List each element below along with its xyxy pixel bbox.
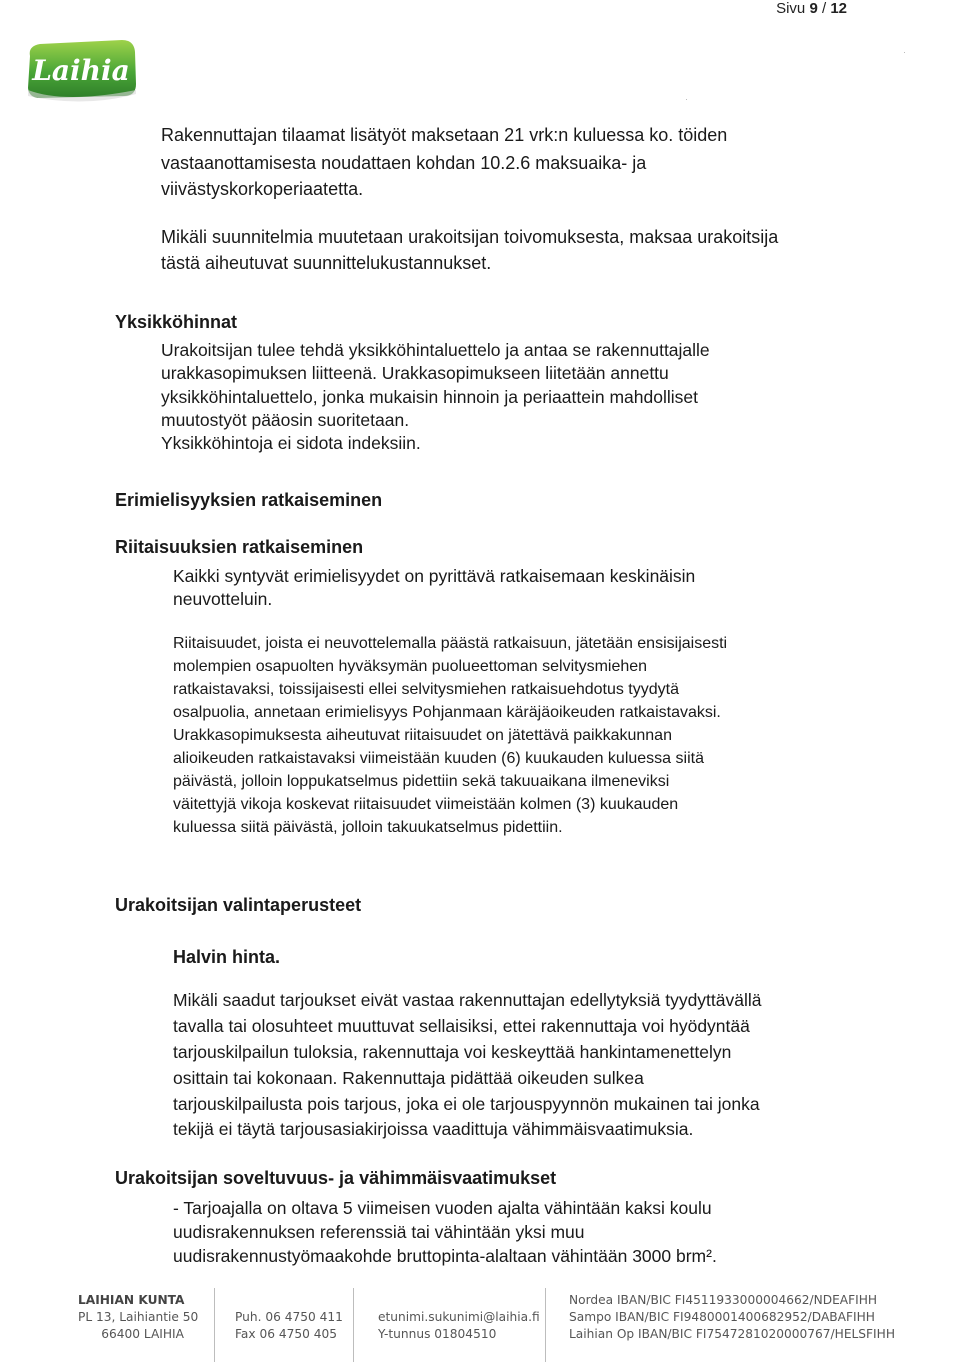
- subheading-halvin-hinta: Halvin hinta.: [173, 947, 281, 967]
- paragraph-line: - Tarjoajalla on oltava 5 viimeisen vuoden ajalta vähintään kaksi koulu: [173, 1198, 712, 1218]
- footer-contact-block: [378, 1309, 540, 1343]
- paragraph-line: molempien osapuolten hyväksymän puolueettoman selvitysmiehen: [173, 658, 648, 675]
- laihia-logo: [24, 38, 138, 104]
- section-heading-valintaperusteet: Urakoitsijan valintaperusteet: [115, 895, 362, 915]
- paragraph-line: Kaikki syntyvät erimielisyydet on pyrittävä ratkaisemaan keskinäisin: [173, 566, 696, 586]
- paragraph-line: Urakoitsijan tulee tehdä yksikköhintaluettelo ja antaa se rakennuttajalle: [161, 340, 710, 360]
- page-label: Sivu: [776, 0, 806, 17]
- paragraph-line: päivästä, jolloin loppukatselmus pidettiin sekä takuuaikana ilmeneviksi: [173, 773, 670, 790]
- paragraph-line: Yksikköhintoja ei sidota indeksiin.: [161, 433, 421, 453]
- paragraph-line: uudisrakennuksen referenssiä tai vähintään yksi muu: [173, 1222, 585, 1242]
- paragraph-line: uudisrakennustyömaakohde bruttopinta-alaltaan vähintään 3000 brm².: [173, 1246, 717, 1266]
- section-heading-soveltuvuus: Urakoitsijan soveltuvuus- ja vähimmäisvaatimukset: [115, 1168, 557, 1188]
- paragraph-line: kuluessa siitä päivästä, jolloin takuukatselmus pidettiin.: [173, 819, 563, 836]
- paragraph-line: tavalla tai olosuhteet muuttuvat sellaisiksi, ettei rakennuttaja voi hyödyntää: [173, 1016, 750, 1036]
- page-footer: [0, 1284, 960, 1362]
- paragraph-line: urakkasopimuksen liitteenä. Urakkasopimukseen liitetään annettu: [161, 363, 669, 383]
- paragraph-line: yksikköhintaluettelo, jonka mukaisin hinnoin ja periaattein mahdolliset: [161, 387, 698, 407]
- page-current: 9: [809, 0, 818, 17]
- footer-bank-nordea: Nordea IBAN/BIC FI4511933000004662/NDEAFIHH: [569, 1293, 878, 1307]
- paragraph-line: tarjouskilpailusta pois tarjous, joka ei ole tarjouspyynnön mukainen tai jonka: [173, 1094, 760, 1114]
- paragraph-line: muutostyöt pääosin suoritetaan.: [161, 410, 410, 430]
- footer-postal: 66400 LAIHIA: [101, 1327, 184, 1341]
- page-separator: /: [821, 0, 827, 17]
- footer-bank-op: Laihian Op IBAN/BIC FI7547281020000767/HELSFIHH: [569, 1327, 895, 1341]
- intro-line: vastaanottamisesta noudattaen kohdan 10.2.6 maksuaika- ja: [161, 153, 647, 173]
- paragraph-line: tarjouskilpailun tuloksia, rakennuttaja voi keskeyttää hankintamenettelyn: [173, 1042, 732, 1062]
- intro-line: Mikäli suunnitelmia muutetaan urakoitsijan toivomuksesta, maksaa urakoitsija: [161, 227, 779, 247]
- intro-line: viivästyskorkoperiaatetta.: [161, 179, 364, 199]
- paragraph-line: Mikäli saadut tarjoukset eivät vastaa rakennuttajan edellytyksiä tyydyttävällä: [173, 990, 762, 1010]
- scan-artifact-dot: [686, 99, 687, 100]
- footer-phone-block: [235, 1309, 343, 1343]
- scan-artifact-dot: [904, 52, 905, 53]
- footer-bank-block: [569, 1292, 895, 1343]
- footer-divider: [214, 1288, 215, 1362]
- footer-org: LAIHIAN KUNTA: [78, 1293, 185, 1307]
- paragraph-line: Urakkasopimuksesta aiheutuvat riitaisuudet on jätettävä paikkakunnan: [173, 727, 672, 744]
- page-number: [776, 0, 847, 17]
- footer-divider: [545, 1288, 546, 1362]
- paragraph-line: väitettyjä vikoja koskevat riitaisuudet viimeistään kolmen (3) kuukauden: [173, 796, 679, 813]
- paragraph-line: osalpuolia, annetaan erimielisyys Pohjanmaan käräjäoikeuden ratkaistavaksi.: [173, 704, 721, 721]
- page-total: 12: [830, 0, 847, 17]
- paragraph-line: osittain tai kokonaan. Rakennuttaja pidättää oikeuden sulkea: [173, 1068, 644, 1088]
- footer-fax: Fax 06 4750 405: [235, 1327, 337, 1341]
- footer-address: [78, 1292, 199, 1343]
- footer-divider: [353, 1288, 354, 1362]
- paragraph-line: alioikeuden ratkaistavaksi viimeistään kuuden (6) kuukauden kuluessa siitä: [173, 750, 704, 767]
- paragraph-line: ratkaistavaksi, toissijaisesti ellei selvitysmiehen ratkaisuehdotus tyydytä: [173, 681, 679, 698]
- section-heading-erimielisyys: Erimielisyyksien ratkaiseminen: [115, 490, 383, 510]
- paragraph-line: neuvotteluin.: [173, 589, 273, 609]
- footer-email: etunimi.sukunimi@laihia.fi: [378, 1310, 540, 1324]
- footer-street: PL 13, Laihiantie 50: [78, 1310, 199, 1324]
- footer-bank-sampo: Sampo IBAN/BIC FI9480001400682952/DABAFIHH: [569, 1310, 875, 1324]
- logo-text: Laihia: [32, 54, 130, 87]
- footer-phone: Puh. 06 4750 411: [235, 1310, 343, 1324]
- paragraph-line: Riitaisuudet, joista ei neuvottelemalla päästä ratkaisuun, jätetään ensisijaisesti: [173, 635, 728, 652]
- section-heading-yksikkohinnat: Yksikköhinnat: [115, 312, 238, 332]
- paragraph-line: tekijä ei täytä tarjousasiakirjoissa vaadittuja vähimmäisvaatimuksia.: [173, 1119, 694, 1139]
- footer-ytunnus: Y-tunnus 01804510: [378, 1327, 497, 1341]
- subheading-riitaisuudet: Riitaisuuksien ratkaiseminen: [115, 537, 364, 557]
- intro-line: tästä aiheutuvat suunnittelukustannukset.: [161, 253, 492, 273]
- intro-line: Rakennuttajan tilaamat lisätyöt maksetaan 21 vrk:n kuluessa ko. töiden: [161, 125, 728, 145]
